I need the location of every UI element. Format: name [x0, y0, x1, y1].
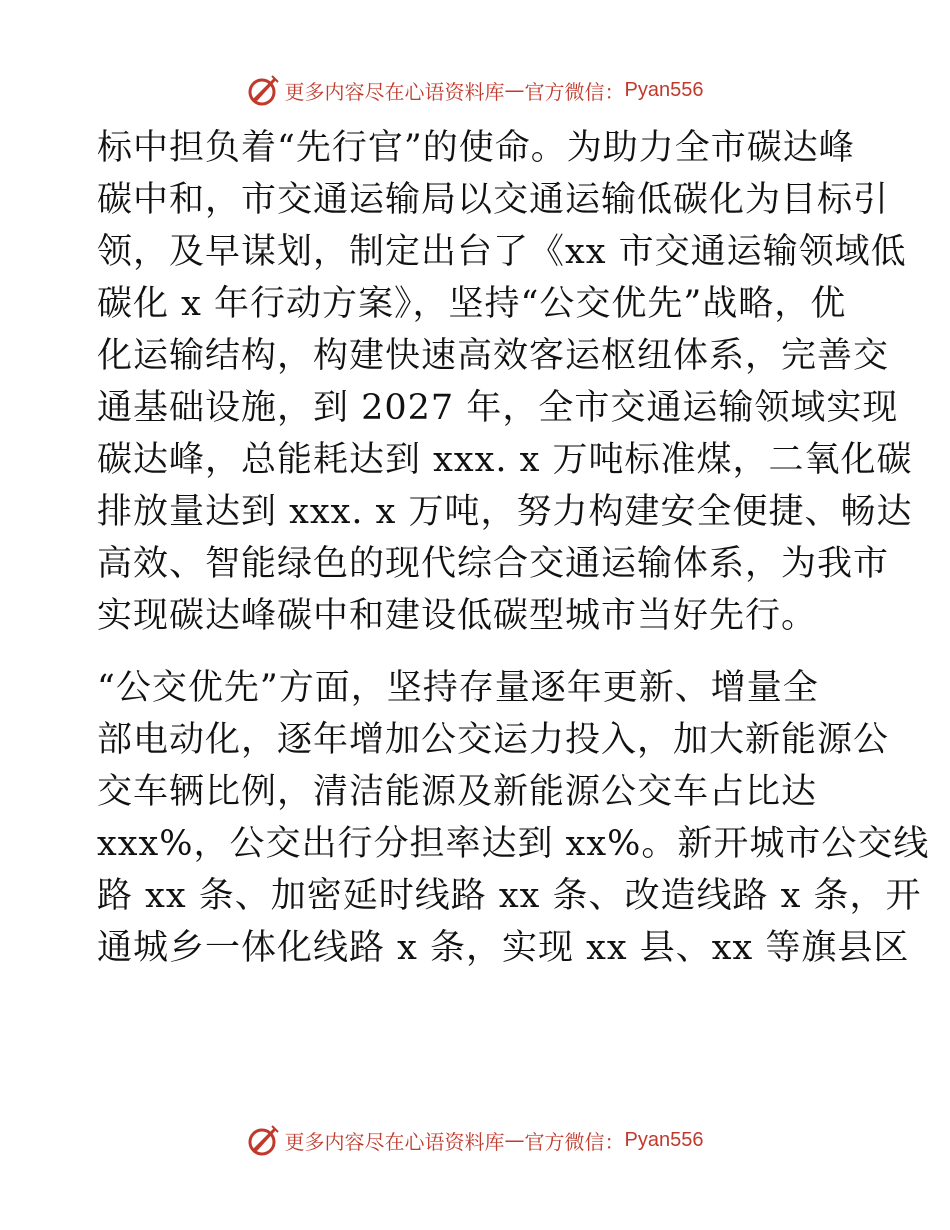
quill-logo-icon	[247, 73, 281, 107]
banner-separator: —	[504, 78, 525, 102]
paragraph-spacer	[97, 642, 867, 662]
text-line: 排放量达到 xxx. x 万吨，努力构建安全便捷、畅达	[97, 492, 913, 532]
header-watermark-banner	[0, 70, 950, 110]
text-line: 交车辆比例，清洁能源及新能源公交车占比达	[97, 772, 818, 812]
text-line: 通城乡一体化线路 x 条，实现 xx 县、xx 等旗县区	[97, 928, 910, 968]
banner-wechat-id: Pyan556	[624, 1128, 704, 1151]
banner-wechat-label: 官方微信：	[524, 1129, 625, 1154]
banner-wechat-id: Pyan556	[624, 78, 704, 101]
paragraph-1	[97, 122, 913, 642]
text-line: 路 xx 条、加密延时线路 xx 条、改造线路 x 条，开	[97, 876, 922, 916]
text-line: 高效、智能绿色的现代综合交通运输体系，为我市	[97, 544, 890, 584]
text-line: 标中担负着“先行官”的使命。为助力全市碳达峰	[97, 128, 855, 168]
banner-site-text: 更多内容尽在心语资料库	[284, 79, 505, 104]
document-body	[97, 122, 930, 974]
text-line: 领，及早谋划，制定出台了《xx 市交通运输领域低	[97, 232, 907, 272]
banner-wechat-label: 官方微信：	[524, 79, 625, 104]
text-line: 化运输结构，构建快速高效客运枢纽体系，完善交	[97, 336, 890, 376]
text-line: “公交优先”方面，坚持存量逐年更新、增量全	[97, 668, 819, 708]
footer-watermark-banner	[0, 1120, 950, 1160]
text-line: 通基础设施，到 2027 年，全市交通运输领域实现	[97, 388, 899, 428]
text-line: 实现碳达峰碳中和建设低碳型城市当好先行。	[97, 596, 818, 636]
text-line: 碳化 x 年行动方案》，坚持“公交优先”战略，优	[97, 284, 847, 324]
banner-site-text: 更多内容尽在心语资料库	[284, 1129, 505, 1154]
banner-separator: —	[504, 1128, 525, 1152]
paragraph-2	[97, 662, 930, 974]
text-line: 碳中和，市交通运输局以交通运输低碳化为目标引	[97, 180, 890, 220]
quill-logo-icon	[247, 1123, 281, 1157]
text-line: xxx%，公交出行分担率达到 xx%。新开城市公交线	[97, 824, 930, 864]
text-line: 碳达峰，总能耗达到 xxx. x 万吨标准煤，二氧化碳	[97, 440, 913, 480]
text-line: 部电动化，逐年增加公交运力投入，加大新能源公	[97, 720, 890, 760]
